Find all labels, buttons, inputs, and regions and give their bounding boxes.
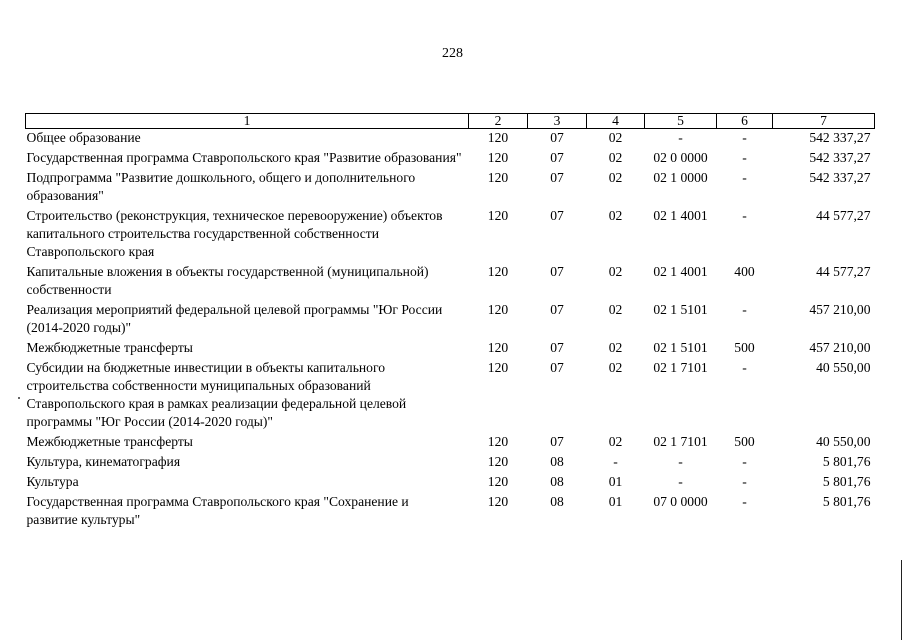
budget-table [25, 113, 875, 531]
row-code-6: - [742, 474, 747, 489]
column-header: 7 [773, 114, 875, 129]
row-amount: 5 801,76 [822, 494, 871, 509]
row-code-2: 120 [487, 208, 509, 223]
row-code-3: 07 [550, 208, 564, 223]
row-amount: 44 577,27 [816, 264, 871, 279]
scan-artifact-dot [18, 397, 20, 399]
row-code-6: - [742, 360, 747, 375]
row-code-2: 120 [487, 494, 509, 509]
row-code-3: 07 [550, 302, 564, 317]
row-code-6: 400 [734, 264, 755, 279]
row-amount: 457 210,00 [809, 340, 871, 355]
row-code-2: 120 [487, 170, 509, 185]
row-code-5: - [678, 474, 683, 489]
table-row [26, 263, 875, 301]
row-code-2: 120 [487, 474, 509, 489]
row-code-5: 02 1 4001 [653, 264, 708, 279]
column-header: 5 [645, 114, 717, 129]
row-code-6: 500 [734, 340, 755, 355]
row-code-5: - [678, 454, 683, 469]
table-body [26, 129, 875, 532]
row-code-2: 120 [487, 130, 509, 145]
row-name: Реализация мероприятий федеральной целевой программы "Юг России (2014-2020 годы)" [26, 302, 443, 335]
row-amount: 5 801,76 [822, 454, 871, 469]
row-amount: 542 337,27 [809, 130, 871, 145]
column-header: 1 [26, 114, 469, 129]
row-amount: 40 550,00 [816, 434, 871, 449]
row-code-3: 07 [550, 340, 564, 355]
row-name: Культура, кинематография [26, 454, 181, 469]
row-name: Межбюджетные трансферты [26, 340, 193, 355]
table-row [26, 433, 875, 453]
row-name: Культура [26, 474, 79, 489]
row-code-5: 02 1 0000 [653, 170, 708, 185]
row-code-5: 02 1 7101 [653, 360, 708, 375]
row-code-6: - [742, 150, 747, 165]
row-name: Государственная программа Ставропольского края "Развитие образования" [26, 150, 462, 165]
row-code-4: 02 [608, 150, 623, 165]
table-row [26, 149, 875, 169]
row-code-5: 02 1 5101 [653, 340, 708, 355]
row-code-4: 02 [608, 434, 623, 449]
row-name: Строительство (реконструкция, техническое перевооружение) объектов капитального строительства государственной собственности Ставропольского края [26, 208, 443, 259]
column-header: 4 [587, 114, 645, 129]
row-code-3: 08 [550, 494, 564, 509]
column-header: 3 [528, 114, 587, 129]
row-code-4: 02 [608, 302, 623, 317]
row-code-3: 07 [550, 360, 564, 375]
row-code-3: 07 [550, 130, 564, 145]
row-code-6: - [742, 454, 747, 469]
row-name: Субсидии на бюджетные инвестиции в объекты капитального строительства собственности муниципальных образований Ставропольского края в рамках реализации федеральной целевой программы "Юг России (2014-2020 годы)" [26, 360, 407, 429]
table-row [26, 493, 875, 531]
row-amount: 44 577,27 [816, 208, 871, 223]
row-code-5: 02 1 5101 [653, 302, 708, 317]
table-row [26, 453, 875, 473]
row-code-4: 02 [608, 264, 623, 279]
row-amount: 5 801,76 [822, 474, 871, 489]
row-amount: 40 550,00 [816, 360, 871, 375]
row-code-6: - [742, 170, 747, 185]
row-code-5: - [678, 130, 683, 145]
table-row [26, 339, 875, 359]
row-code-6: - [742, 130, 747, 145]
row-name: Государственная программа Ставропольского края "Сохранение и развитие культуры" [26, 494, 409, 527]
row-code-2: 120 [487, 150, 509, 165]
row-code-2: 120 [487, 434, 509, 449]
row-amount: 542 337,27 [809, 170, 871, 185]
row-code-3: 07 [550, 264, 564, 279]
scan-edge-line [901, 560, 902, 640]
row-code-5: 02 0 0000 [653, 150, 708, 165]
row-code-5: 07 0 0000 [653, 494, 708, 509]
row-name: Межбюджетные трансферты [26, 434, 193, 449]
row-amount: 542 337,27 [809, 150, 871, 165]
row-code-2: 120 [487, 454, 509, 469]
row-code-2: 120 [487, 264, 509, 279]
row-code-5: 02 1 7101 [653, 434, 708, 449]
row-code-3: 07 [550, 170, 564, 185]
row-code-2: 120 [487, 360, 509, 375]
row-code-4: 02 [608, 340, 623, 355]
row-code-6: - [742, 494, 747, 509]
row-code-4: 01 [608, 474, 623, 489]
table-row [26, 301, 875, 339]
row-code-4: 02 [608, 360, 623, 375]
row-code-4: 02 [608, 208, 623, 223]
table-header-row [26, 114, 875, 129]
column-header: 2 [469, 114, 528, 129]
row-code-4: 02 [608, 130, 623, 145]
row-code-6: 500 [734, 434, 755, 449]
row-name: Общее образование [26, 130, 141, 145]
row-code-4: - [613, 454, 618, 469]
row-amount: 457 210,00 [809, 302, 871, 317]
table-row [26, 473, 875, 493]
row-code-4: 01 [608, 494, 623, 509]
row-code-3: 08 [550, 474, 564, 489]
row-name: Подпрограмма "Развитие дошкольного, общего и дополнительного образования" [26, 170, 416, 203]
table-row [26, 359, 875, 433]
column-header: 6 [717, 114, 773, 129]
page-number: 228 [442, 46, 463, 61]
row-code-3: 07 [550, 434, 564, 449]
row-code-4: 02 [608, 170, 623, 185]
row-code-6: - [742, 302, 747, 317]
row-code-6: - [742, 208, 747, 223]
row-name: Капитальные вложения в объекты государственной (муниципальной) собственности [26, 264, 429, 297]
table-row [26, 207, 875, 263]
table-row [26, 169, 875, 207]
row-code-5: 02 1 4001 [653, 208, 708, 223]
row-code-3: 08 [550, 454, 564, 469]
row-code-2: 120 [487, 302, 509, 317]
row-code-3: 07 [550, 150, 564, 165]
table-row [26, 129, 875, 150]
row-code-2: 120 [487, 340, 509, 355]
